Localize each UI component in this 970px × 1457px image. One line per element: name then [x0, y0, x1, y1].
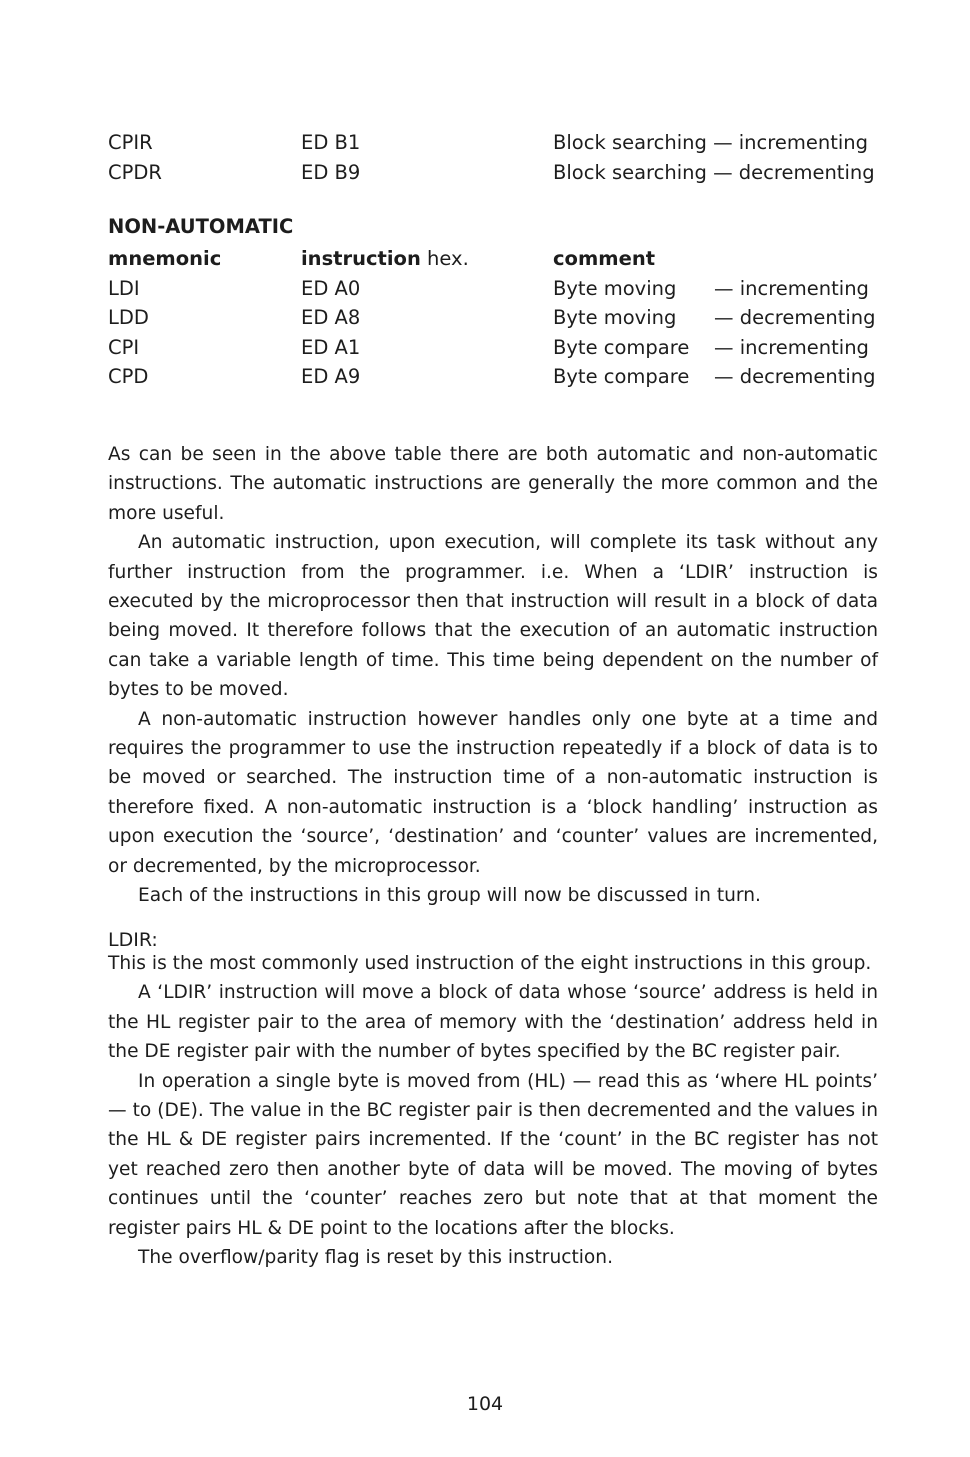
table-row	[108, 274, 888, 304]
table-row	[108, 303, 888, 333]
paragraph: A non-automatic instruction however handles only one byte at a time and requires the programmer to use the instruction repeatedly if a block of data is to be moved or searched. The instruction time of a non-automatic instruction is therefore fixed. A non-automatic instruction is a ‘block handling’ instruction as upon execution the ‘source’, ‘destination’ and ‘counter’ values are incremented, or decremented, by the microprocessor.	[108, 708, 878, 877]
direction-cell: — incrementing	[714, 276, 869, 300]
direction-cell: — decrementing	[714, 365, 876, 388]
table-row	[108, 158, 888, 188]
non-automatic-title: NON-AUTOMATIC	[108, 215, 294, 238]
table-row	[108, 333, 888, 363]
paragraph: Each of the instructions in this group will now be discussed in turn.	[138, 885, 761, 907]
comment-header: comment	[553, 247, 656, 270]
automatic-table-continuation	[108, 128, 888, 187]
paragraph: An automatic instruction, upon execution, will complete its task without any further instruction from the programmer. i.e. When a ‘LDIR’ instruction is executed by the microprocessor then that instruction will result in a block of data being moved. It therefore follows that the execution of an automatic instruction can take a variable length of time. This time being dependent on the number of bytes to be moved.	[108, 532, 878, 701]
table-row	[108, 362, 888, 392]
mnemonic-cell: LDI	[108, 276, 140, 300]
comment-cell: Block searching — decrementing	[553, 160, 875, 184]
hex-cell: ED A0	[301, 276, 361, 300]
hex-cell: ED A8	[301, 306, 361, 329]
ldir-heading: LDIR:	[108, 929, 158, 951]
table-header-row	[108, 244, 888, 274]
paragraph: A ‘LDIR’ instruction will move a block of data whose ‘source’ address is held in the HL register pair to the area of memory with the ‘destination’ address held in the DE register pair with the number of bytes specified by the BC register pair.	[108, 982, 878, 1063]
direction-cell: — decrementing	[714, 306, 876, 329]
mnemonic-cell: CPDR	[108, 160, 162, 184]
paragraph: This is the most commonly used instruction of the eight instructions in this group.	[108, 953, 872, 974]
direction-cell: — incrementing	[714, 335, 869, 359]
instruction-header-rest: hex.	[420, 247, 469, 270]
hex-cell: ED B9	[301, 160, 361, 184]
comment-cell: Byte compare	[553, 335, 690, 359]
mnemonic-cell: LDD	[108, 306, 149, 329]
hex-cell: ED A1	[301, 335, 361, 359]
paragraph: As can be seen in the above table there are both automatic and non-automatic instructions. The automatic instructions are generally the more common and the more useful.	[108, 444, 878, 524]
comment-cell: Block searching — incrementing	[553, 131, 868, 154]
page-number: 104	[466, 1393, 504, 1415]
mnemonic-cell: CPD	[108, 365, 149, 388]
instruction-header-bold: instruction	[301, 247, 421, 270]
comment-cell: Byte compare	[553, 365, 690, 388]
instruction-header	[301, 244, 469, 274]
comment-cell: Byte moving	[553, 306, 677, 329]
mnemonic-cell: CPI	[108, 335, 140, 359]
mnemonic-cell: CPIR	[108, 131, 153, 154]
body-section-ldir	[108, 949, 878, 1272]
comment-cell: Byte moving	[553, 276, 677, 300]
hex-cell: ED A9	[301, 365, 361, 388]
table-row	[108, 128, 888, 158]
body-section-intro	[108, 440, 878, 911]
mnemonic-header: mnemonic	[108, 247, 222, 270]
paragraph: The overflow/parity flag is reset by this instruction.	[138, 1247, 613, 1269]
hex-cell: ED B1	[301, 131, 361, 154]
paragraph: In operation a single byte is moved from (HL) — read this as ‘where HL points’ — to (DE). The value in the BC register pair is then decremented and the values in the HL & DE register pairs incremented. If the ‘count’ in the BC register has not yet reached zero then another byte of data will be moved. The moving of bytes continues until the ‘counter’ reaches zero but note that at that moment the register pairs HL & DE point to the locations after the blocks.	[108, 1070, 878, 1239]
non-automatic-table	[108, 244, 888, 392]
